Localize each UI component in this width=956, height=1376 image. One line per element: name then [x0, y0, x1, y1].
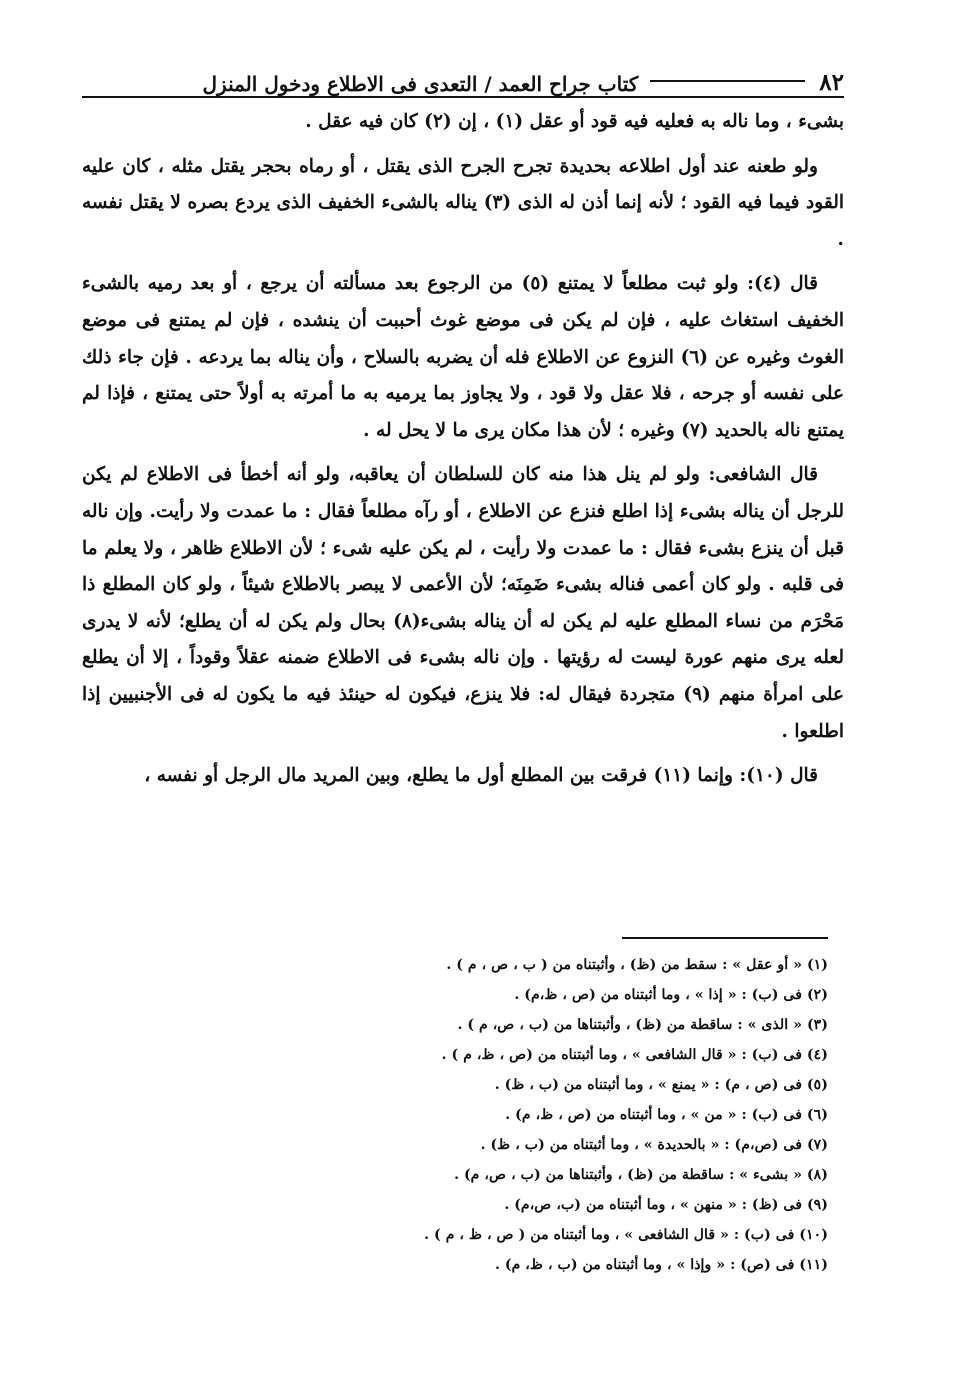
paragraph-lead: قال (١٠) — [746, 765, 818, 787]
page-number: ٨٢ — [819, 69, 844, 96]
footnote: (١) « أو عقل » : سقط من (ظ) ، وأثبتناه من ( ب ، ص ، م ) . — [446, 957, 828, 973]
paragraph — [82, 758, 844, 795]
footnote: (١٠) فى (ب) : « قال الشافعى » ، وما أثبتناه من ( ص ، ظ ، م ) . — [424, 1227, 828, 1243]
paragraph — [82, 457, 844, 750]
paragraph — [82, 149, 844, 259]
footnote: (٨) « بشىء » : ساقطة من (ظ) ، وأثبتناها من (ب ، ص، م) . — [454, 1167, 828, 1183]
header-rule — [650, 80, 805, 82]
main-text — [82, 104, 844, 803]
footnote: (٢) فى (ب) : « إذا » ، وما أثبتناه من (ص ، ظ،م) . — [514, 987, 828, 1003]
paragraph-text: ولو طعنه عند أول اطلاعه بحديدة تجرح الجرح الذى يقتل ، أو رماه بحجر يقتل مثله ، كان عليه القود فيما فيه القود ؛ لأنه إنما أذن له الذى (٣) يناله بالشىء الخفيف الذى يردع بصره لا يقتل نفسه . — [82, 155, 844, 250]
footnote: (٩) فى (ظ) : « منهن » ، وما أثبتناه من (ب، ص،م) . — [504, 1197, 828, 1213]
paragraph-text: : ولو لم ينل هذا منه كان للسلطان أن يعاقبه، ولو أنه أخطأ فى الاطلاع لم يكن للرجل أن يناله بشىء إذا اطلع فنزع عن الاطلاع ، أو رآه مطلعاً فقال : ما عمدت ولا رأيت. وإن ناله قبل أن ينزع بشىء فقال : ما عمدت ولا رأيت ، لم يكن عليه شىء ؛ لأن الاطلاع ظاهر ، ولا يعلم ما فى قلبه . ولو كان أعمى فناله بشىء ضَمِنَه؛ لأن الأعمى لا يبصر بالاطلاع شيئاً ، ولو كان المطلع ذا مَحْرَم من نساء المطلع عليه لم يكن له أن يناله بشىء(٨) بحال ولم يكن له أن يطلع؛ لأنه لا يدرى لعله يرى منهم عورة ليست له رؤيتها . وإن ناله بشىء فى الاطلاع ضمنه عقلاً وقوداً ، إلا أن يطلع على امرأة منهم (٩) متجردة فيقال له: فلا ينزع، فيكون له حينئذ فيه ما يكون له فى الأجنبيين إذا اطلعوا . — [82, 464, 844, 742]
paragraph-text: : وإنما (١١) فرقت بين المطلع أول ما يطلع، وبين المريد مال الرجل أو نفسه ، — [144, 765, 747, 787]
paragraph-lead: قال (٤) — [753, 273, 818, 295]
page-header — [82, 52, 844, 98]
footnote: (١١) فى (ص) : « وإذا » ، وما أثبتناه من (ب ، ظ، م) . — [494, 1257, 828, 1273]
footnote: (٦) فى (ب) : « من » ، وما أثبتناه من (ص ، ظ، م) . — [505, 1107, 828, 1123]
paragraph-text: بشىء ، وما ناله به فعليه فيه قود أو عقل (١) ، إن (٢) كان فيه عقل . — [305, 111, 844, 132]
paragraph-lead: قال الشافعى — [715, 464, 818, 486]
paragraph — [82, 266, 844, 449]
running-title: كتاب جراح العمد / التعدى فى الاطلاع ودخول المنزل — [202, 72, 639, 96]
footnote-divider — [622, 937, 828, 939]
footnote: (٤) فى (ب) : « قال الشافعى » ، وما أثبتناه من (ص ، ظ، م ) . — [441, 1047, 828, 1063]
footnote: (٥) فى (ص ، م) : « يمنع » ، وما أثبتناه من (ب ، ظ) . — [494, 1077, 828, 1093]
footnote: (٧) فى (ص،م) : « بالحديدة » ، وما أثبتناه من (ب ، ظ) . — [480, 1137, 828, 1153]
footnotes — [120, 950, 828, 1280]
paragraph-text: : ولو ثبت مطلعاً لا يمتنع (٥) من الرجوع بعد مسألته أن يرجع ، أو بعد رميه بالشىء الخفيف استغاث عليه ، فإن لم يكن فى موضع غوث أحببت أن ينشده ، فإن لم يمتنع فى موضع الغوث وغيره عن (٦) النزوع عن الاطلاع فله أن يضربه بالسلاح ، وأن يناله بما يردعه . فإن جاء ذلك على نفسه أو جرحه ، فلا عقل ولا قود ، ولا يجاوز بما يرميه به ما أمرته به أولاً حتى يمتنع ، فإذا لم يمتنع ناله بالحديد (٧) وغيره ؛ لأن هذا مكان يرى ما لا يحل له . — [82, 273, 844, 441]
footnote: (٣) « الذى » : ساقطة من (ظ) ، وأثبتناها من (ب ، ص، م ) . — [457, 1017, 828, 1033]
paragraph — [82, 104, 844, 141]
